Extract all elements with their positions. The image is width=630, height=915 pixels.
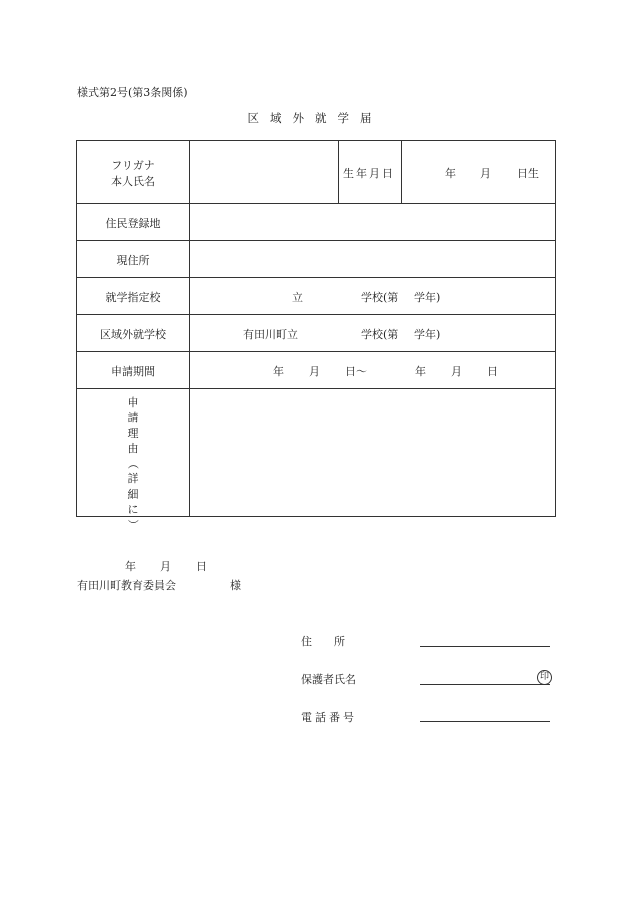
name-label: 本人氏名 xyxy=(111,175,155,188)
phone-label: 電話番号 xyxy=(301,711,357,724)
reason-input[interactable] xyxy=(191,390,554,516)
application-table xyxy=(76,140,556,531)
outside-gakko: 学校(第 xyxy=(361,328,399,341)
row-divider xyxy=(77,314,555,315)
registered-address-input[interactable] xyxy=(191,204,554,239)
current-address-label: 現住所 xyxy=(116,254,150,267)
period-day-1: 日～ xyxy=(345,365,367,378)
submit-month: 月 xyxy=(160,560,171,573)
period-label: 申請期間 xyxy=(111,365,155,378)
period-year-1: 年 xyxy=(273,365,284,378)
submit-day: 日 xyxy=(196,560,207,573)
form-title: 区域外就学届 xyxy=(247,111,383,125)
column-divider xyxy=(189,141,190,516)
period-year-2: 年 xyxy=(415,365,426,378)
reason-char: 申 xyxy=(127,396,139,409)
addressee-sama: 様 xyxy=(230,579,241,592)
reason-char: 請 xyxy=(127,411,139,425)
designated-gakko: 学校(第 xyxy=(361,291,399,304)
period-month-1: 月 xyxy=(309,365,320,378)
row-divider xyxy=(77,277,555,278)
name-input[interactable] xyxy=(191,142,337,202)
row-divider xyxy=(77,351,555,352)
reason-char: に xyxy=(127,503,139,517)
current-address-input[interactable] xyxy=(191,241,554,276)
column-divider xyxy=(401,141,402,203)
outside-town: 有田川町立 xyxy=(243,328,298,341)
designated-ritsu: 立 xyxy=(292,291,303,304)
period-day-2: 日 xyxy=(487,365,498,378)
address-label: 住 所 xyxy=(301,635,345,648)
phone-line[interactable] xyxy=(420,721,550,722)
seal-stamp: 印 xyxy=(537,670,552,685)
address-line[interactable] xyxy=(420,646,550,647)
birth-month: 月 xyxy=(480,167,491,180)
designated-gakunen: 学年) xyxy=(414,291,441,304)
reason-char: ） xyxy=(126,519,140,531)
period-month-2: 月 xyxy=(451,365,462,378)
birth-day: 日生 xyxy=(517,167,539,180)
reason-char: 詳 xyxy=(127,472,139,486)
reason-char: （ xyxy=(126,458,140,470)
outside-gakunen: 学年) xyxy=(414,328,441,341)
reason-char: 由 xyxy=(127,441,139,455)
birth-year: 年 xyxy=(445,167,456,180)
birthdate-label: 生年月日 xyxy=(343,167,395,180)
form-number: 様式第2号(第3条関係) xyxy=(77,86,188,99)
guardian-name-label: 保護者氏名 xyxy=(301,673,356,686)
row-divider xyxy=(77,388,555,389)
reason-char: 細 xyxy=(127,487,139,501)
outside-school-label: 区域外就学校 xyxy=(100,328,166,341)
reason-char: 理 xyxy=(127,426,139,440)
furigana-label: フリガナ xyxy=(111,159,155,172)
addressee-name: 有田川町教育委員会 xyxy=(77,579,176,592)
submit-year: 年 xyxy=(125,560,136,573)
column-divider xyxy=(338,141,339,203)
designated-school-label: 就学指定校 xyxy=(105,291,161,304)
registered-address-label: 住民登録地 xyxy=(105,217,161,230)
reason-label xyxy=(123,395,143,533)
guardian-name-line[interactable] xyxy=(420,684,550,685)
